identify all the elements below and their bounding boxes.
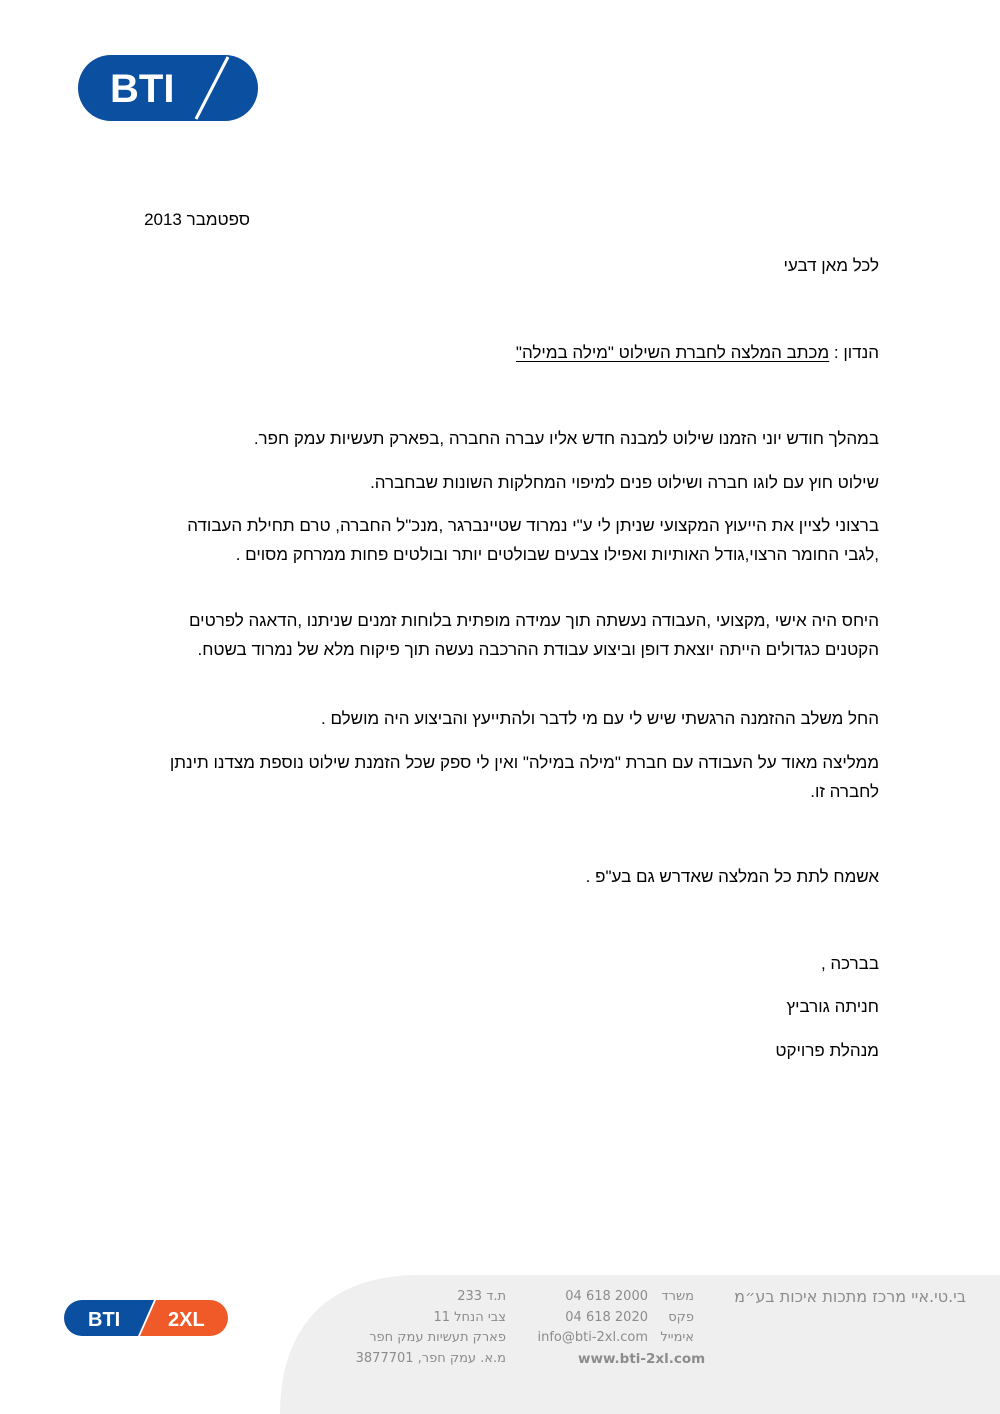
paragraph-1: במהלך חודש יוני הזמנו שילוט למבנה חדש אליו עברה החברה ,בפארק תעשיות עמק חפר. [253, 429, 879, 448]
letter-date: ספטמבר 2013 [144, 210, 250, 229]
sign-off: בברכה , [820, 954, 879, 973]
closing-offer: אשמח לתת כל המלצה שאדרש גם בע"פ . [585, 867, 879, 886]
footer-website[interactable]: www.bti-2xl.com [578, 1351, 706, 1367]
bti-logo [78, 55, 258, 121]
paragraph-5: החל משלב ההזמנה הרגשתי שיש לי עם מי לדבר ולהתייעץ והביצוע היה מושלם . [321, 709, 879, 728]
address-line-3: פארק תעשיות עמק חפר [369, 1330, 506, 1345]
footer-company-name: בי.טי.איי מרכז מתכות איכות בע״מ [734, 1287, 966, 1306]
subject-label: הנדון : [829, 343, 879, 362]
contact-value-office: 04 618 2000 [565, 1289, 648, 1304]
subject-text: מכתב המלצה לחברת השילוט "מילה במילה" [515, 343, 830, 362]
paragraph-4: היחס היה אישי ,מקצועי ,העבודה נעשתה תוך עמידה מופתית בלוחות זמנים שניתנו ,הדאגה לפרטים הקטנים כגדולים הייתה יוצאת דופן וביצוע עבודת ההרכבה נעשה תוך פיקוח מלא של נמרוד בשטח. [188, 611, 879, 659]
letter-greeting: לכל מאן דבעי [783, 256, 879, 275]
bti-2xl-logo [64, 1300, 228, 1336]
contact-label-fax: פקס [668, 1309, 694, 1325]
footer-contact-values [520, 1287, 648, 1349]
contact-label-office: משרד [661, 1289, 694, 1304]
footer-address [356, 1287, 506, 1369]
paragraph-2: שילוט חוץ עם לוגו חברה ושילוט פנים למיפוי המחלקות השונות שבחברה. [370, 473, 879, 492]
contact-value-fax: 04 618 2020 [565, 1309, 648, 1325]
signer-name: חניתה גורביץ [786, 997, 879, 1016]
address-line-2: צבי הנחל 11 [433, 1309, 506, 1325]
contact-label-email: אימייל [660, 1330, 694, 1345]
letter-subject [516, 339, 879, 368]
paragraph-6: ממליצה מאוד על העבודה עם חברת "מילה במילה" ואין לי ספק שכל הזמנת שילוט נוספת מצדנו תינתן לחברה זו. [169, 753, 879, 801]
logo-left-text: BTI [88, 1309, 121, 1331]
address-line-4: מ.א. עמק חפר, 3877701 [355, 1350, 506, 1366]
paragraph-3: ברצוני לציין את הייעוץ המקצועי שניתן לי ע"י נמרוד שטיינברגר ,מנכ"ל החברה, טרם תחילת העבודה ,לגבי החומר הרצוי,גודל האותיות ואפילו צבעים שבולטים יותר ובולטים פחות ממרחק מסוים . [187, 516, 879, 564]
address-line-1: ת.ד 233 [457, 1289, 506, 1304]
contact-value-email: info@bti-2xl.com [537, 1330, 648, 1345]
signer-title: מנהלת פרויקט [775, 1041, 879, 1060]
logo-right-text: 2XL [168, 1309, 205, 1331]
logo-text: BTI [110, 67, 175, 111]
footer-contact-labels [660, 1287, 694, 1349]
